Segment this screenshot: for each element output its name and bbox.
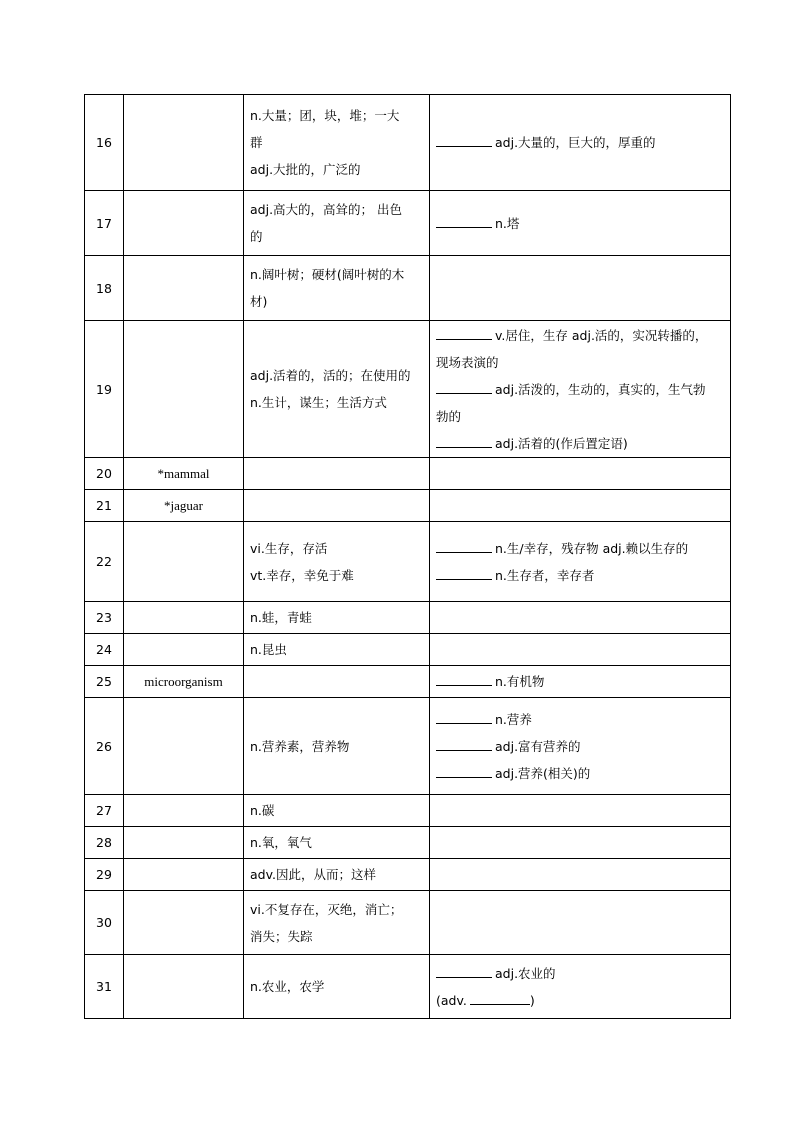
table-row — [85, 859, 731, 891]
table-row — [85, 698, 731, 795]
table-row — [85, 634, 731, 666]
meaning-cell — [244, 95, 430, 191]
answer-blank[interactable] — [436, 540, 492, 553]
derivative-text: adj.活泼的，生动的，真实的，生气勃 — [495, 381, 706, 397]
row-number: 28 — [85, 827, 124, 859]
derivative-line — [436, 210, 724, 237]
meaning-cell — [244, 698, 430, 795]
answer-blank[interactable] — [470, 992, 530, 1005]
row-number: 23 — [85, 602, 124, 634]
answer-blank[interactable] — [436, 327, 492, 340]
row-number: 16 — [85, 95, 124, 191]
derivatives-cell — [430, 256, 731, 321]
table-row — [85, 602, 731, 634]
meaning-cell — [244, 634, 430, 666]
derivative-line — [436, 733, 724, 760]
meaning-line: n.阔叶树；硬材(阔叶树的木 — [250, 267, 405, 282]
meaning-line: n.氧，氧气 — [250, 835, 312, 850]
derivative-text: adj.大量的，巨大的，厚重的 — [495, 135, 656, 150]
derivative-text: adj.农业的 — [495, 965, 556, 981]
derivatives-cell — [430, 698, 731, 795]
meaning-cell — [244, 795, 430, 827]
answer-blank[interactable] — [436, 711, 492, 724]
derivatives-cell — [430, 795, 731, 827]
meaning-cell — [244, 955, 430, 1019]
derivative-text: adj.营养(相关)的 — [495, 765, 591, 781]
answer-blank[interactable] — [436, 673, 492, 686]
derivative-line — [436, 349, 724, 376]
derivative-text: 现场表演的 — [436, 354, 499, 370]
derivative-text: adj.富有营养的 — [495, 738, 581, 754]
word-cell — [124, 95, 244, 191]
meaning-line: n.碳 — [250, 803, 275, 818]
table-row — [85, 827, 731, 859]
derivatives-cell — [430, 602, 731, 634]
meaning-cell — [244, 321, 430, 458]
row-number: 22 — [85, 522, 124, 602]
meaning-line: n.大量；团，块，堆；一大 — [250, 108, 400, 123]
answer-blank[interactable] — [436, 765, 492, 778]
word-cell — [124, 634, 244, 666]
derivative-text: n.生/幸存，残存物 adj.赖以生存的 — [495, 540, 689, 556]
answer-blank[interactable] — [436, 965, 492, 978]
meaning-cell — [244, 191, 430, 256]
derivative-line — [436, 403, 724, 430]
meaning-line: vt.幸存，幸免于难 — [250, 567, 354, 583]
table-row — [85, 891, 731, 955]
row-number: 18 — [85, 256, 124, 321]
table-row — [85, 795, 731, 827]
derivatives-cell — [430, 522, 731, 602]
derivatives-cell — [430, 191, 731, 256]
derivative-line — [436, 706, 724, 733]
meaning-cell — [244, 490, 430, 522]
meaning-cell — [244, 522, 430, 602]
derivative-text: n.营养 — [495, 711, 532, 727]
meaning-line: 消失；失踪 — [250, 928, 313, 944]
derivatives-cell — [430, 827, 731, 859]
table-row — [85, 490, 731, 522]
derivative-text: v.居住，生存 adj.活的，实况转播的， — [495, 327, 708, 343]
derivative-text: adj.活着的(作后置定语) — [495, 435, 628, 451]
meaning-line: 群 — [250, 135, 263, 150]
derivative-line — [436, 129, 724, 156]
derivative-text: n.生存者，幸存者 — [495, 567, 595, 583]
word-cell — [124, 891, 244, 955]
table-row — [85, 666, 731, 698]
derivatives-cell — [430, 891, 731, 955]
derivative-line — [436, 668, 724, 695]
meaning-line: n.昆虫 — [250, 642, 287, 657]
meaning-cell — [244, 458, 430, 490]
derivatives-cell — [430, 666, 731, 698]
meaning-cell — [244, 256, 430, 321]
row-number: 24 — [85, 634, 124, 666]
derivative-text: (adv. — [436, 992, 467, 1008]
derivative-line — [436, 960, 724, 987]
word-cell: *mammal — [124, 458, 244, 490]
table-row — [85, 522, 731, 602]
derivatives-cell — [430, 859, 731, 891]
derivative-line — [436, 760, 724, 787]
meaning-line: adj.大批的，广泛的 — [250, 162, 361, 177]
derivative-line — [436, 376, 724, 403]
derivatives-cell — [430, 321, 731, 458]
answer-blank[interactable] — [436, 215, 492, 228]
meaning-line: 材) — [250, 294, 268, 309]
table-row — [85, 256, 731, 321]
word-cell — [124, 191, 244, 256]
word-cell — [124, 859, 244, 891]
vocabulary-table — [84, 94, 731, 1019]
table-row — [85, 955, 731, 1019]
answer-blank[interactable] — [436, 567, 492, 580]
meaning-line: n.生计，谋生；生活方式 — [250, 395, 387, 410]
derivative-text: n.塔 — [495, 215, 520, 231]
table-row — [85, 321, 731, 458]
row-number: 20 — [85, 458, 124, 490]
meaning-line: n.营养素，营养物 — [250, 738, 350, 754]
word-cell — [124, 602, 244, 634]
derivatives-cell — [430, 458, 731, 490]
meaning-cell — [244, 891, 430, 955]
table-row — [85, 95, 731, 191]
derivatives-cell — [430, 95, 731, 191]
meaning-cell — [244, 859, 430, 891]
word-cell — [124, 256, 244, 321]
meaning-line: adv.因此，从而；这样 — [250, 867, 376, 882]
word-cell — [124, 955, 244, 1019]
table-row — [85, 458, 731, 490]
row-number: 17 — [85, 191, 124, 256]
meaning-line: vi.生存，存活 — [250, 540, 328, 556]
word-cell — [124, 795, 244, 827]
meaning-line: n.农业，农学 — [250, 979, 325, 994]
meaning-cell — [244, 666, 430, 698]
row-number: 19 — [85, 321, 124, 458]
meaning-line: n.蛙，青蛙 — [250, 610, 312, 625]
word-cell — [124, 827, 244, 859]
derivative-line — [436, 987, 724, 1014]
table-row — [85, 191, 731, 256]
meaning-cell — [244, 602, 430, 634]
derivatives-cell — [430, 490, 731, 522]
meaning-line: adj.活着的，活的；在使用的 — [250, 368, 411, 383]
answer-blank[interactable] — [436, 134, 492, 147]
meaning-line: vi.不复存在，灭绝，消亡； — [250, 901, 403, 917]
row-number: 30 — [85, 891, 124, 955]
derivative-line — [436, 430, 724, 457]
derivatives-cell — [430, 634, 731, 666]
derivative-text: 勃的 — [436, 408, 462, 424]
row-number: 25 — [85, 666, 124, 698]
derivative-text: n.有机物 — [495, 674, 545, 689]
answer-blank[interactable] — [436, 738, 492, 751]
row-number: 27 — [85, 795, 124, 827]
word-cell: *jaguar — [124, 490, 244, 522]
word-cell — [124, 522, 244, 602]
word-cell: microorganism — [124, 666, 244, 698]
row-number: 21 — [85, 490, 124, 522]
vocabulary-table-body — [85, 95, 731, 1019]
meaning-line: adj.高大的，高耸的； 出色 — [250, 202, 403, 217]
closing-paren: ) — [529, 992, 535, 1008]
derivative-line — [436, 322, 724, 349]
row-number: 29 — [85, 859, 124, 891]
derivatives-cell — [430, 955, 731, 1019]
derivative-line — [436, 562, 724, 589]
word-cell — [124, 321, 244, 458]
meaning-line: 的 — [250, 229, 263, 244]
row-number: 31 — [85, 955, 124, 1019]
answer-blank[interactable] — [436, 381, 492, 394]
derivative-line — [436, 535, 724, 562]
word-cell — [124, 698, 244, 795]
answer-blank[interactable] — [436, 435, 492, 448]
row-number: 26 — [85, 698, 124, 795]
meaning-cell — [244, 827, 430, 859]
